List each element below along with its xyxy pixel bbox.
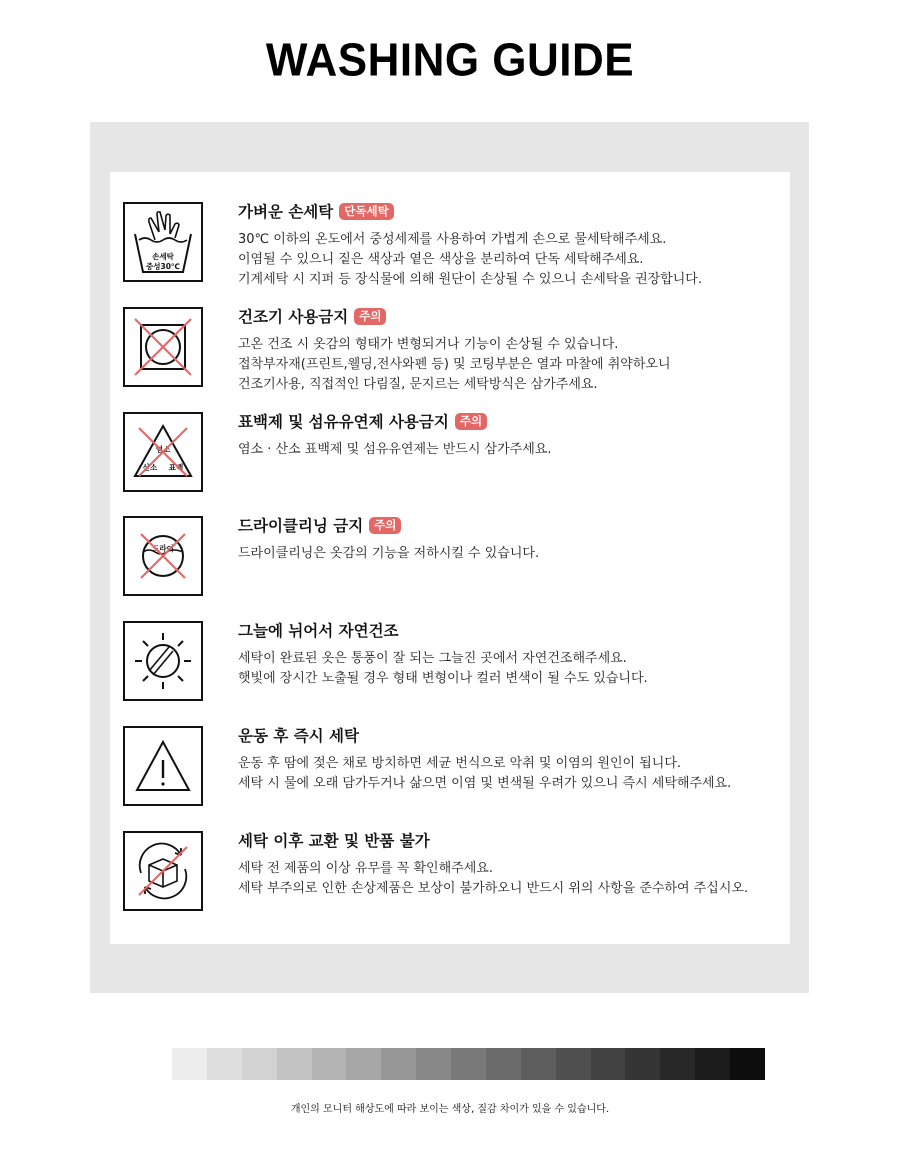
item-description: [238, 859, 783, 899]
no-bleach-icon: [123, 412, 203, 492]
item-heading-text: 세탁 이후 교환 및 반품 불가: [238, 832, 430, 850]
item-heading: [238, 516, 783, 536]
description-line: 이염될 수 있으니 짙은 색상과 옅은 색상을 분리하여 단독 세탁해주세요.: [238, 252, 644, 267]
item-description: [238, 230, 783, 290]
grayscale-swatch: [346, 1048, 381, 1080]
grayscale-swatch: [556, 1048, 591, 1080]
grayscale-swatch: [660, 1048, 695, 1080]
item-description: [238, 440, 783, 460]
grayscale-swatch: [381, 1048, 416, 1080]
grayscale-swatch: [172, 1048, 207, 1080]
item-heading-text: 드라이클리닝 금지: [238, 517, 364, 535]
warning-icon: [123, 726, 203, 806]
bleach-icon-label-1: 염소: [155, 445, 171, 454]
dry-clean-icon-label: 드라이: [152, 544, 174, 553]
grayscale-swatch: [625, 1048, 660, 1080]
item-heading: [238, 412, 783, 432]
item-badge: 단독세탁: [339, 203, 393, 220]
grayscale-swatch: [486, 1048, 521, 1080]
no-dry-clean-icon: [123, 516, 203, 596]
hand-wash-icon-label-2: 중성30℃: [145, 262, 181, 271]
item-heading: [238, 726, 783, 746]
item-heading-text: 표백제 및 섬유유연제 사용금지: [238, 413, 449, 431]
description-line: 염소 · 산소 표백제 및 섬유유연제는 반드시 삼가주세요.: [238, 442, 552, 457]
grayscale-swatch: [695, 1048, 730, 1080]
grayscale-swatch: [451, 1048, 486, 1080]
grayscale-swatch: [277, 1048, 312, 1080]
description-line: 30℃ 이하의 온도에서 중성세제를 사용하여 가볍게 손으로 물세탁해주세요.: [238, 232, 667, 247]
hand-wash-icon: [123, 202, 203, 282]
page-title: WASHING GUIDE: [265, 34, 635, 87]
grayscale-swatch: [591, 1048, 626, 1080]
description-line: 세탁 시 물에 오래 담가두거나 삶으면 이염 및 변색될 우려가 있으니 즉시 세탁해주세요.: [238, 776, 732, 791]
description-line: 접착부자재(프린트,웰딩,전사와펜 등) 및 코팅부분은 열과 마찰에 취약하오니: [238, 357, 671, 372]
description-line: 드라이클리닝은 옷감의 기능을 저하시킬 수 있습니다.: [238, 546, 540, 561]
no-exchange-icon: [123, 831, 203, 911]
item-heading-text: 건조기 사용금지: [238, 308, 349, 326]
item-description: [238, 544, 783, 564]
item-heading-text: 가벼운 손세탁: [238, 203, 334, 221]
guide-card: [110, 172, 790, 944]
item-heading: [238, 307, 783, 327]
description-line: 고온 건조 시 옷감의 형태가 변형되거나 기능이 손상될 수 있습니다.: [238, 337, 619, 352]
item-heading: [238, 621, 783, 641]
item-description: [238, 335, 783, 395]
monitor-disclaimer: 개인의 모니터 해상도에 따라 보이는 색상, 질감 차이가 있을 수 있습니다.: [290, 1104, 610, 1115]
grayscale-swatch: [242, 1048, 277, 1080]
item-heading: [238, 831, 783, 851]
item-description: [238, 754, 783, 794]
description-line: 세탁이 완료된 옷은 통풍이 잘 되는 그늘진 곳에서 자연건조해주세요.: [238, 651, 627, 666]
item-heading-text: 운동 후 즉시 세탁: [238, 727, 360, 745]
description-line: 햇빛에 장시간 노출될 경우 형태 변형이나 컬러 변색이 될 수도 있습니다.: [238, 671, 648, 686]
grayscale-swatch: [730, 1048, 765, 1080]
grayscale-swatch: [207, 1048, 242, 1080]
no-tumble-dry-icon: [123, 307, 203, 387]
description-line: 세탁 부주의로 인한 손상제품은 보상이 불가하오니 반드시 위의 사항을 준수하여 주십시오.: [238, 881, 749, 896]
bleach-icon-label-3: 표백: [168, 463, 184, 472]
item-badge: 주의: [369, 517, 401, 534]
grayscale-bar: [172, 1048, 765, 1080]
description-line: 운동 후 땀에 젖은 채로 방치하면 세균 번식으로 악취 및 이염의 원인이 됩니다.: [238, 756, 682, 771]
hand-wash-icon-label-1: 손세탁: [152, 252, 174, 261]
grayscale-swatch: [521, 1048, 556, 1080]
grayscale-swatch: [416, 1048, 451, 1080]
description-line: 기계세탁 시 지퍼 등 장식물에 의해 원단이 손상될 수 있으니 손세탁을 권장합니다.: [238, 272, 703, 287]
bleach-icon-label-2: 산소: [142, 463, 158, 472]
grayscale-swatch: [312, 1048, 347, 1080]
item-badge: 주의: [455, 413, 487, 430]
item-heading-text: 그늘에 뉘어서 자연건조: [238, 622, 399, 640]
item-description: [238, 649, 783, 689]
item-badge: 주의: [354, 308, 386, 325]
description-line: 건조기사용, 직접적인 다림질, 문지르는 세탁방식은 삼가주세요.: [238, 377, 598, 392]
description-line: 세탁 전 제품의 이상 유무를 꼭 확인해주세요.: [238, 861, 493, 876]
shade-dry-icon: [123, 621, 203, 701]
item-heading: [238, 202, 783, 222]
